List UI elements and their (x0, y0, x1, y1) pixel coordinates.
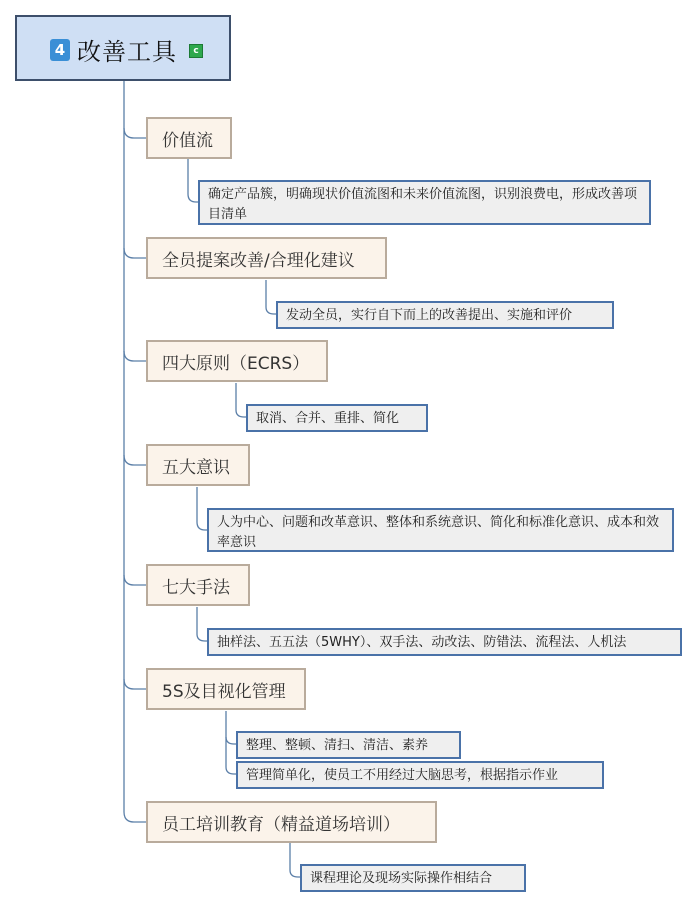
note-line (226, 711, 236, 744)
note-line (197, 607, 207, 641)
topic-ecrs[interactable]: 四大原则（ECRS） (146, 340, 328, 382)
note-seven-methods: 抽样法、五五法（5WHY）、双手法、动改法、防错法、流程法、人机法 (207, 628, 682, 656)
branch-line (124, 128, 146, 138)
trunk-line (124, 81, 146, 822)
note-value-stream: 确定产品簇，明确现状价值流图和未来价值流图，识别浪费电，形成改善项目清单 (198, 180, 651, 225)
note-suggestion: 发动全员，实行自下而上的改善提出、实施和评价 (276, 301, 614, 329)
note-five-awareness: 人为中心、问题和改革意识、整体和系统意识、简化和标准化意识、成本和效率意识 (207, 508, 674, 552)
note-ecrs: 取消、合并、重排、简化 (246, 404, 428, 432)
topic-5s-visual[interactable]: 5S及目视化管理 (146, 668, 306, 710)
branch-line (124, 575, 146, 585)
topic-suggestion[interactable]: 全员提案改善/合理化建议 (146, 237, 387, 279)
branch-line (124, 455, 146, 465)
c-badge-icon: c (189, 44, 203, 58)
note-line (290, 843, 300, 877)
note-visual-management: 管理简单化，使员工不用经过大脑思考，根据指示作业 (236, 761, 604, 789)
topic-training[interactable]: 员工培训教育（精益道场培训） (146, 801, 437, 843)
note-line (266, 280, 276, 314)
branch-line (124, 679, 146, 689)
note-line (188, 159, 198, 202)
note-training: 课程理论及现场实际操作相结合 (300, 864, 526, 892)
branch-line (124, 248, 146, 258)
note-line (197, 487, 207, 530)
root-node[interactable] (15, 15, 231, 81)
topic-seven-methods[interactable]: 七大手法 (146, 564, 250, 606)
branch-line (124, 351, 146, 361)
topic-value-stream[interactable]: 价值流 (146, 117, 232, 159)
note-line (236, 383, 246, 417)
root-number-badge: 4 (50, 39, 70, 61)
topic-five-awareness[interactable]: 五大意识 (146, 444, 250, 486)
root-title: 改善工具 (77, 38, 177, 66)
note-5s: 整理、整顿、清扫、清洁、素养 (236, 731, 461, 759)
